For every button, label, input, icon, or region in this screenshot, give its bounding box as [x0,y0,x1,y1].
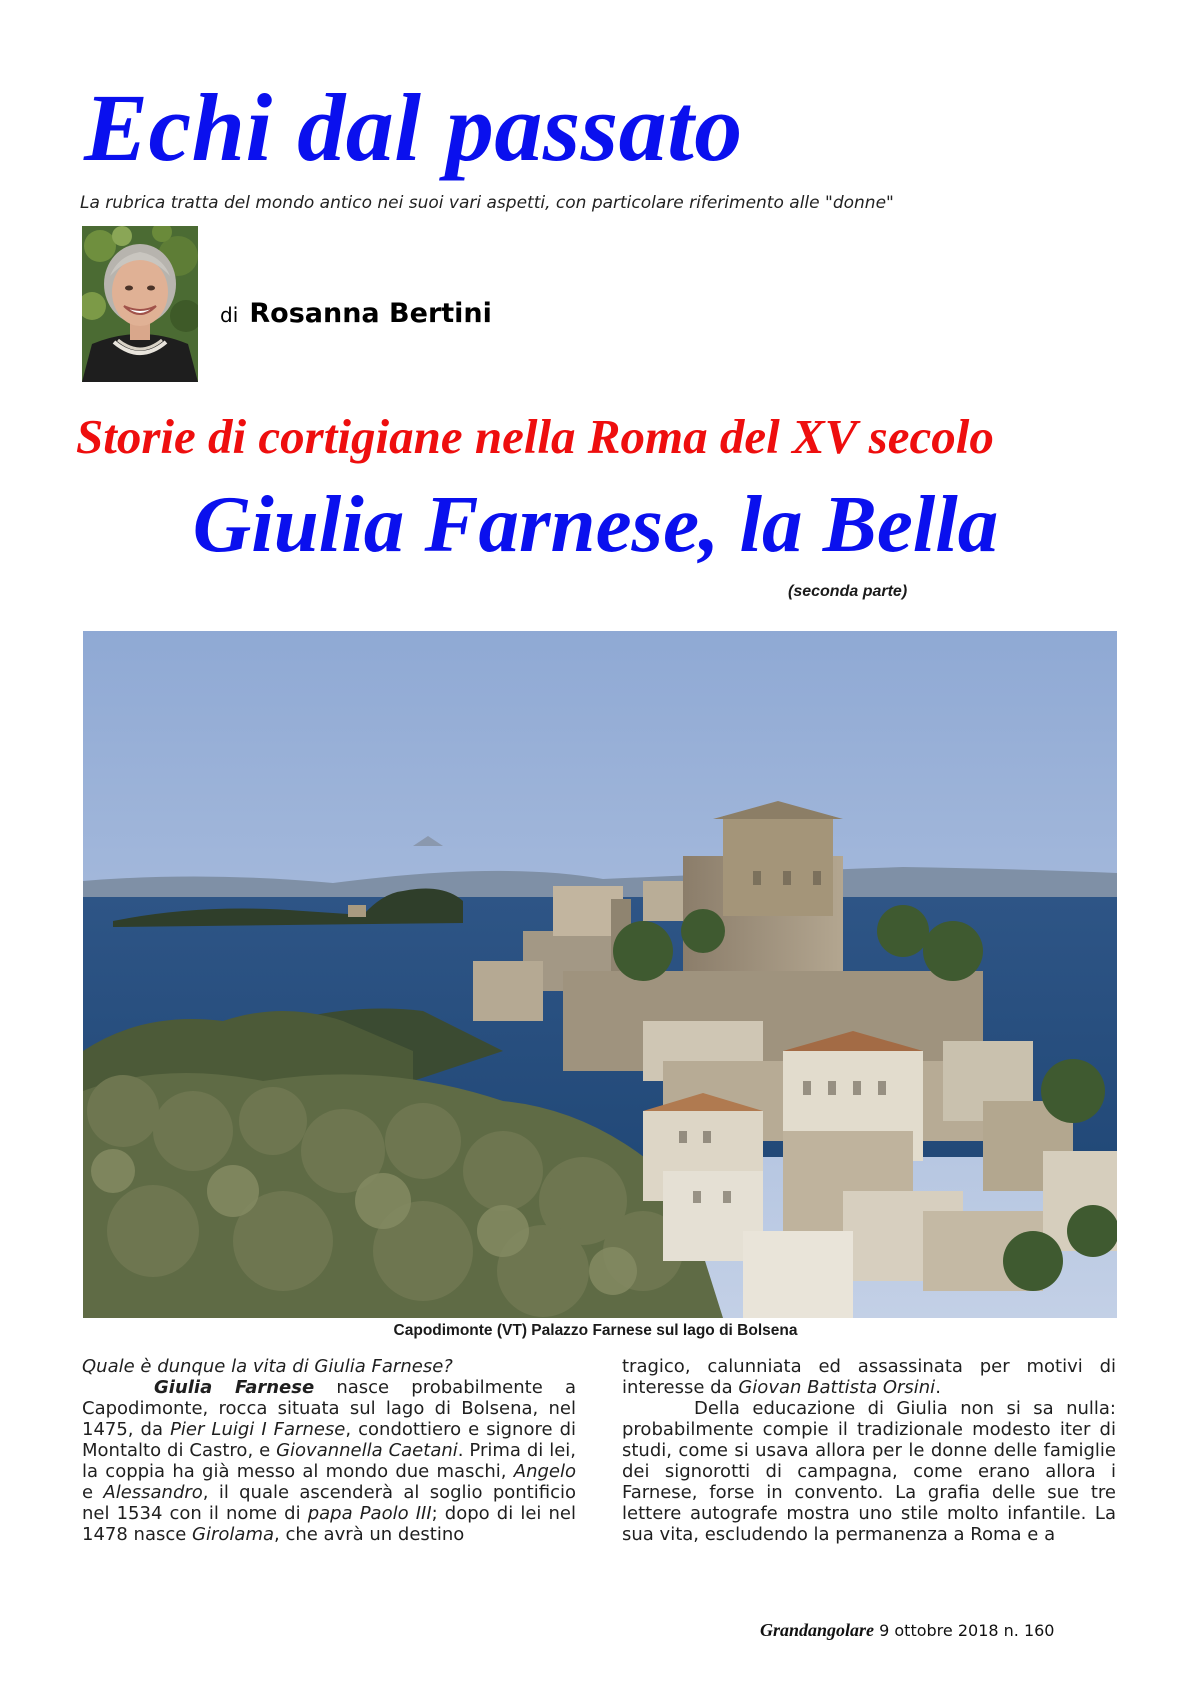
body-paragraph: Della educazione di Giulia non si sa nulla: probabilmente compie il tradizionale modesto iter di studi, come si usava allora per le donne delle famiglie dei signorotti di campagna, come erano allora i Farnese, forse in convento. La grafia delle sue tre lettere autografe mostra uno stile molto infantile. La sua vita, escludendo la permanenza a Roma e a [622,1398,1116,1545]
rubric-description: La rubrica tratta del mondo antico nei suoi vari aspetti, con particolare riferimento alle "donne" [80,193,894,213]
rubric-title: Echi dal passato [84,74,743,181]
article-part: (seconda parte) [788,583,908,600]
body-question: Quale è dunque la vita di Giulia Farnese? [82,1356,453,1377]
body-column-right [622,1356,1116,1545]
body-column-left [82,1356,576,1545]
article-title: Giulia Farnese, la Bella [192,479,999,569]
article-kicker: Storie di cortigiane nella Roma del XV secolo [76,409,994,464]
magazine-name: Grandangolare [760,1620,875,1640]
body-paragraph: tragico, calunniata ed assassinata per motivi di interesse da Giovan Battista Orsini. [622,1356,1116,1398]
author-name: Rosanna Bertini [249,298,492,329]
body-paragraph: Giulia Farnese nasce probabilmente a Capodimonte, rocca situata sul lago di Bolsena, nel 1475, da Pier Luigi I Farnese, condottiero e signore di Montalto di Castro, e Giovannella Caetani. Prima di lei, la coppia ha già messo al mondo due maschi, Angelo e Alessandro, il quale ascenderà al soglio pontificio nel 1534 con il nome di papa Paolo III; dopo di lei nel 1478 nasce Girolama, che avrà un destino [82,1377,577,1545]
byline [220,298,492,329]
lake-town-photo [83,631,1117,1318]
author-portrait [82,226,198,382]
byline-prefix: di [220,303,239,327]
issue-info: 9 ottobre 2018 n. 160 [879,1621,1055,1640]
page-footer [760,1620,1054,1641]
photo-caption: Capodimonte (VT) Palazzo Farnese sul lago di Bolsena [393,1322,798,1339]
